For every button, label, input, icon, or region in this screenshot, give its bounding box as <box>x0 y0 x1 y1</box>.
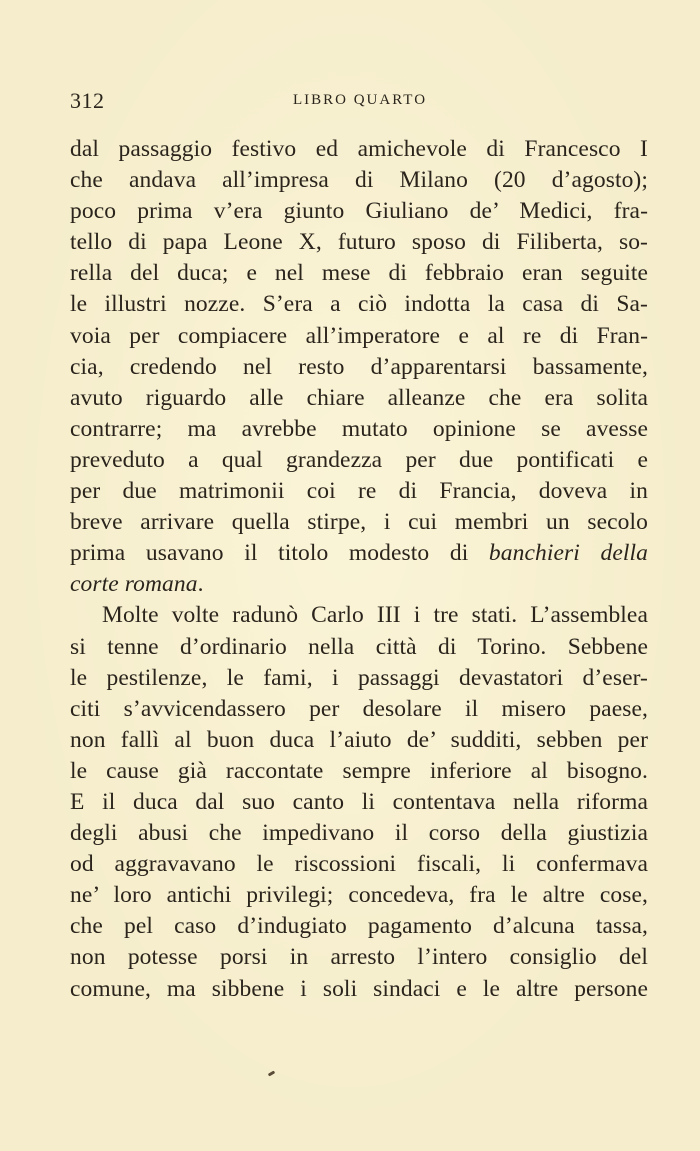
text-line: voia per compiacere all’imperatore e al re di Fran- <box>70 322 648 349</box>
text-line: cia, credendo nel resto d’apparentarsi bassamente, <box>70 353 648 380</box>
text-line: per due matrimonii coi re di Francia, doveva in <box>70 478 648 505</box>
text-line: breve arrivare quella stirpe, i cui membri un secolo <box>70 509 648 536</box>
text-line: contrarre; ma avrebbe mutato opinione se avesse <box>70 415 648 442</box>
page-number: 312 <box>70 88 105 113</box>
text-line: citi s’avvicendassero per desolare il misero paese, <box>70 695 648 722</box>
text-line: non fallì al buon duca l’aiuto de’ sudditi, sebben per <box>70 726 648 753</box>
text-line: le cause già raccontate sempre inferiore al bisogno. <box>70 757 648 784</box>
body-text <box>70 134 648 1005</box>
text-line: preveduto a qual grandezza per due pontificati e <box>70 446 648 473</box>
text-line: poco prima v’era giunto Giuliano de’ Medici, fra- <box>70 198 648 225</box>
text-line: avuto riguardo alle chiare alleanze che era solita <box>70 384 648 411</box>
text-line: comune, ma sibbene i soli sindaci e le altre persone <box>70 975 648 1002</box>
text-line: non potesse porsi in arresto l’intero consiglio del <box>70 944 648 971</box>
text-line: dal passaggio festivo ed amichevole di Francesco I <box>70 136 648 162</box>
text-line: od aggravavano le riscossioni fiscali, li confermava <box>70 851 648 878</box>
text-line: che andava all’impresa di Milano (20 d’agosto); <box>70 167 648 194</box>
italic-term: corte romana <box>70 571 198 598</box>
text-line: che pel caso d’indugiato pagamento d’alcuna tassa, <box>70 913 648 940</box>
text-line: le pestilenze, le fami, i passaggi devastatori d’eser- <box>70 664 648 691</box>
text-line: le illustri nozze. S’era a ciò indotta la casa di Sa- <box>70 291 648 318</box>
text-line: tello di papa Leone X, futuro sposo di Filiberta, so- <box>70 229 648 256</box>
ink-speck <box>268 1070 276 1076</box>
text-line: si tenne d’ordinario nella città di Torino. Sebbene <box>70 633 648 660</box>
text-run: prima usavano il titolo modesto di <box>70 540 489 567</box>
text-line <box>70 538 648 569</box>
text-line: ne’ loro antichi privilegi; concedeva, fra le altre cose, <box>70 882 648 909</box>
italic-term: banchieri della <box>488 540 648 567</box>
text-run: . <box>197 571 204 598</box>
text-line: E il duca dal suo canto li contentava nella riforma <box>70 788 648 815</box>
text-line <box>70 569 648 600</box>
text-line: rella del duca; e nel mese di febbraio eran seguite <box>70 260 648 287</box>
text-line: degli abusi che impedivano il corso della giustizia <box>70 820 648 847</box>
running-title: LIBRO QUARTO <box>292 92 428 108</box>
text-line: Molte volte radunò Carlo III i tre stati. L’assemblea <box>102 602 648 629</box>
page-header <box>70 88 650 118</box>
